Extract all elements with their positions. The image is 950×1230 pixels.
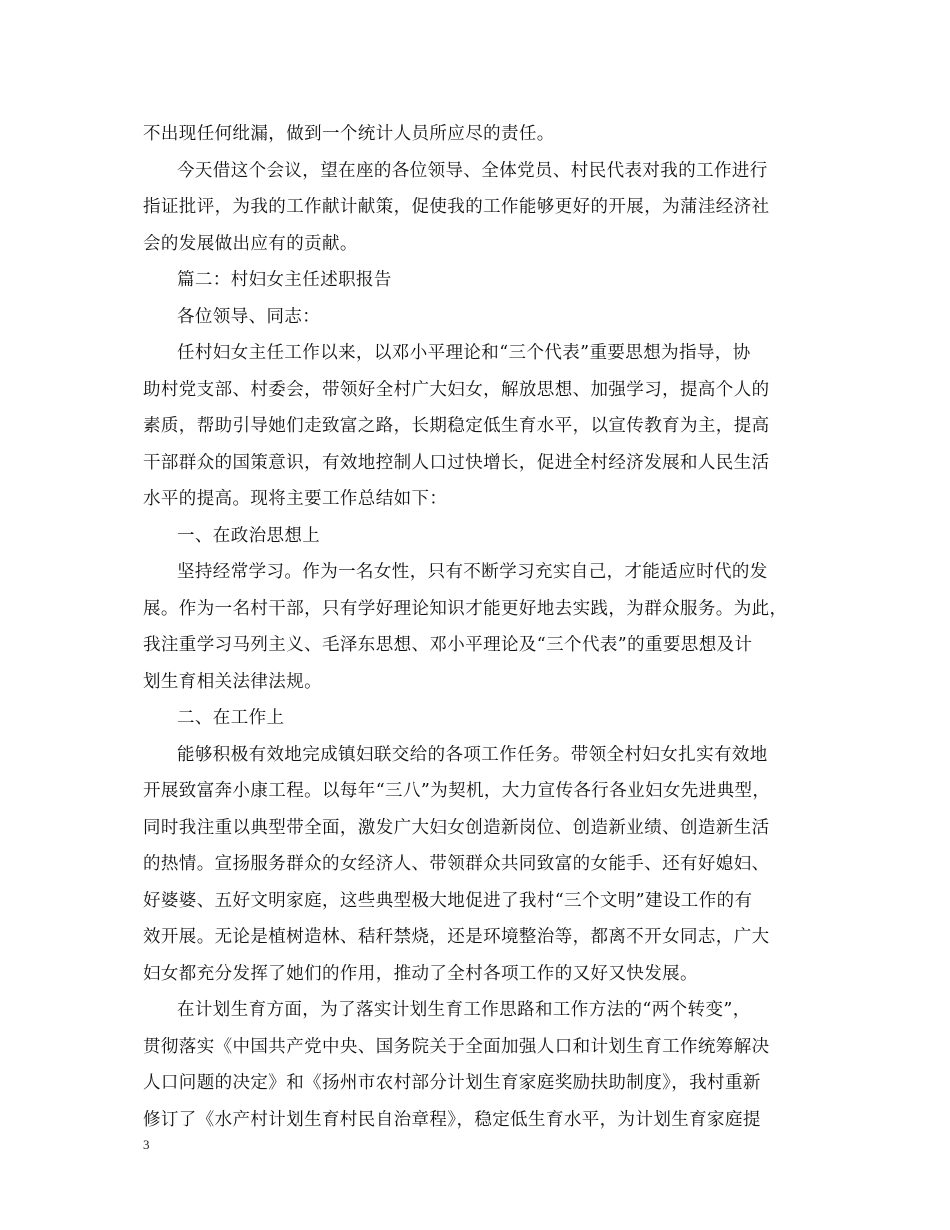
text-line: 贯彻落实《中国共产党中央、国务院关于全面加强人口和计划生育工作统筹解决 xyxy=(143,1036,770,1057)
text-line: 二、在工作上 xyxy=(177,708,285,728)
text-line: 在计划生育方面，为了落实计划生育工作思路和工作方法的“两个转变”， xyxy=(177,1000,751,1020)
text-line: 助村党支部、村委会，带领好全村广大妇女，解放思想、加强学习，提高个人的 xyxy=(143,379,770,400)
text-line: 好婆婆、五好文明家庭，这些典型极大地促进了我村“三个文明”建设工作的有 xyxy=(143,890,753,911)
text-line: 坚持经常学习。作为一名女性，只有不断学习充实自己，才能适应时代的发 xyxy=(177,562,768,582)
text-line: 素质，帮助引导她们走致富之路，长期稳定低生育水平，以宣传教育为主，提高 xyxy=(143,416,770,436)
text-line: 划生育相关法律法规。 xyxy=(143,671,322,692)
text-line: 展。作为一名村干部，只有学好理论知识才能更好地去实践，为群众服务。为此， xyxy=(143,598,788,619)
text-line: 各位领导、同志： xyxy=(177,306,321,327)
text-line: 我注重学习马列主义、毛泽东思想、邓小平理论及“三个代表”的重要思想及计 xyxy=(143,635,753,655)
text-line: 今天借这个会议，望在座的各位领导、全体党员、村民代表对我的工作进行 xyxy=(177,160,768,181)
text-line: 篇二：村妇女主任述职报告 xyxy=(177,270,392,290)
text-line: 会的发展做出应有的贡献。 xyxy=(143,233,358,254)
text-line: 能够积极有效地完成镇妇联交给的各项工作任务。带领全村妇女扎实有效地 xyxy=(177,744,768,765)
text-line: 水平的提高。现将主要工作总结如下： xyxy=(143,489,448,509)
text-line: 任村妇女主任工作以来，以邓小平理论和“三个代表”重要思想为指导，协 xyxy=(177,343,751,363)
text-line: 不出现任何纰漏，做到一个统计人员所应尽的责任。 xyxy=(143,124,555,144)
page-number: 3 xyxy=(143,1137,150,1152)
text-line: 妇女都充分发挥了她们的作用，推动了全村各项工作的又好又快发展。 xyxy=(143,963,698,984)
text-line: 的热情。宣扬服务群众的女经济人、带领群众共同致富的女能手、还有好媳妇、 xyxy=(143,854,770,874)
text-line: 指证批评，为我的工作献计献策，促使我的工作能够更好的开展，为蒲洼经济社 xyxy=(143,197,770,217)
text-line: 人口问题的决定》和《扬州市农村部分计划生育家庭奖励扶助制度》，我村重新 xyxy=(143,1073,761,1093)
body-text xyxy=(143,116,808,1138)
text-line: 开展致富奔小康工程。以每年“三八”为契机，大力宣传各行各业妇女先进典型， xyxy=(143,781,771,801)
text-line: 同时我注重以典型带全面，激发广大妇女创造新岗位、创造新业绩、创造新生活 xyxy=(143,817,770,838)
text-line: 干部群众的国策意识，有效地控制人口过快增长，促进全村经济发展和人民生活 xyxy=(143,452,770,473)
text-line: 一、在政治思想上 xyxy=(177,525,321,546)
text-line: 效开展。无论是植树造林、秸秆禁烧，还是环境整治等，都离不开女同志，广大 xyxy=(143,927,770,947)
text-line: 修订了《水产村计划生育村民自治章程》，稳定低生育水平，为计划生育家庭提 xyxy=(143,1109,761,1130)
